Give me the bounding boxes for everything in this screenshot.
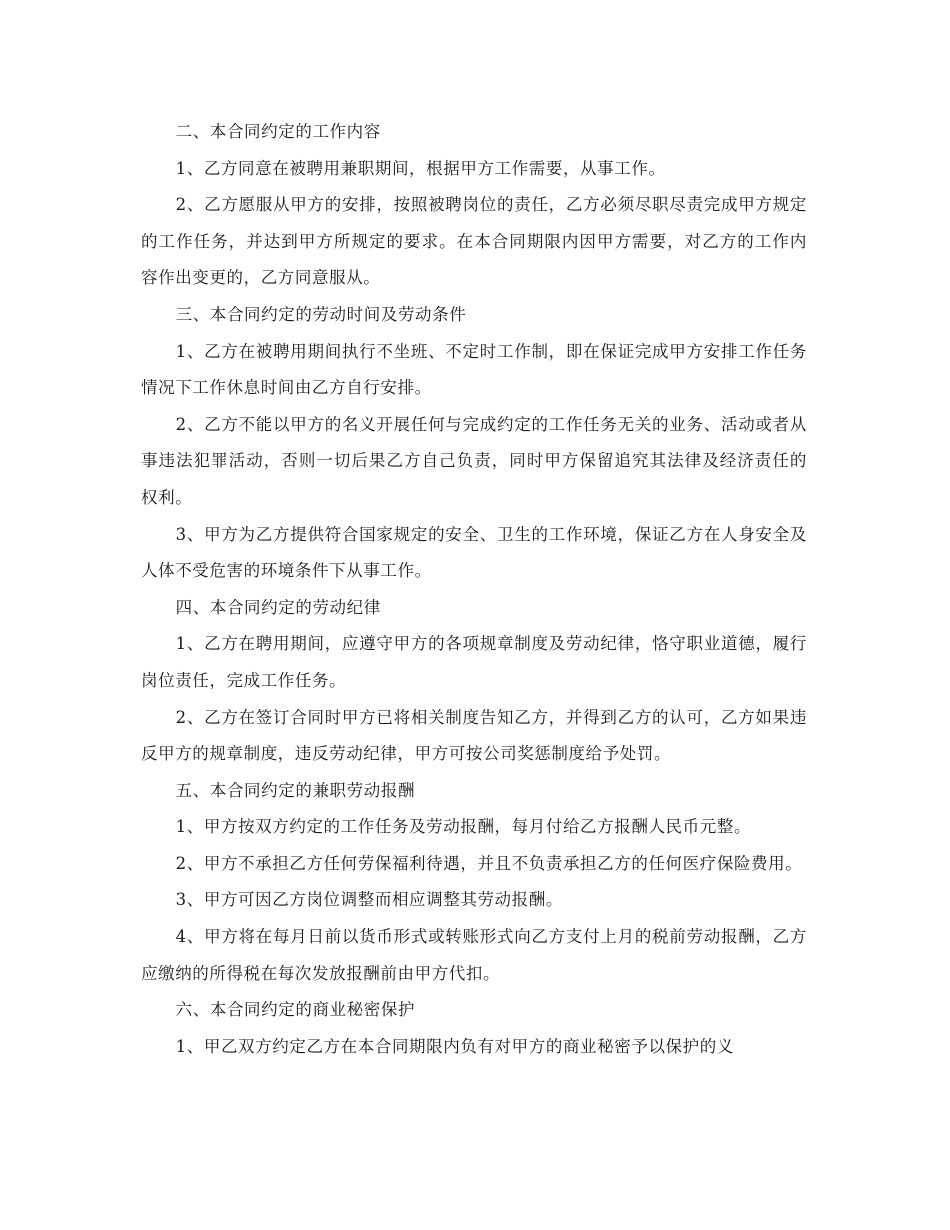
section-heading: 五、本合同约定的兼职劳动报酬: [175, 780, 416, 800]
section-heading: 三、本合同约定的劳动时间及劳动条件: [175, 304, 467, 324]
clause-paragraph: 1、乙方同意在被聘用兼职期间，根据甲方工作需要，从事工作。: [175, 158, 666, 178]
clause-paragraph: 2、乙方不能以甲方的名义开展任何与完成约定的工作任务无关的业务、活动或者从事违法犯罪活动，否则一切后果乙方自己负责，同时甲方保留追究其法律及经济责任的权利。: [141, 414, 807, 507]
clause-paragraph: 1、甲方按双方约定的工作任务及劳动报酬，每月付给乙方报酬人民币元整。: [175, 817, 752, 837]
clause-paragraph: 1、乙方在被聘用期间执行不坐班、不定时工作制，即在保证完成甲方安排工作任务情况下工作休息时间由乙方自行安排。: [141, 341, 807, 398]
clause-paragraph: 3、甲方可因乙方岗位调整而相应调整其劳动报酬。: [175, 890, 563, 910]
clause-paragraph: 1、乙方在聘用期间，应遵守甲方的各项规章制度及劳动纪律，恪守职业道德，履行岗位责任，完成工作任务。: [141, 634, 807, 690]
clause-paragraph: 2、甲方不承担乙方任何劳保福利待遇，并且不负责承担乙方的任何医疗保险费用。: [175, 853, 803, 873]
document-body: [141, 114, 807, 1065]
clause-paragraph: 2、乙方愿服从甲方的安排，按照被聘岗位的责任，乙方必须尽职尽责完成甲方规定的工作任务，并达到甲方所规定的要求。在本合同期限内因甲方需要，对乙方的工作内容作出变更的，乙方同意服从。: [141, 195, 807, 288]
clause-paragraph: 2、乙方在签订合同时甲方已将相关制度告知乙方，并得到乙方的认可，乙方如果违反甲方的规章制度，违反劳动纪律，甲方可按公司奖惩制度给予处罚。: [141, 707, 807, 764]
section-heading: 二、本合同约定的工作内容: [175, 122, 381, 141]
clause-paragraph: 4、甲方将在每月日前以货币形式或转账形式向乙方支付上月的税前劳动报酬，乙方应缴纳的所得税在每次发放报酬前由甲方代扣。: [141, 927, 807, 983]
clause-paragraph: 3、甲方为乙方提供符合国家规定的安全、卫生的工作环境，保证乙方在人身安全及人体不受危害的环境条件下从事工作。: [141, 524, 807, 581]
clause-paragraph: 1、甲乙双方约定乙方在本合同期限内负有对甲方的商业秘密予以保护的义: [175, 1036, 734, 1056]
section-heading: 四、本合同约定的劳动纪律: [175, 597, 381, 617]
section-heading: 六、本合同约定的商业秘密保护: [175, 1000, 416, 1020]
